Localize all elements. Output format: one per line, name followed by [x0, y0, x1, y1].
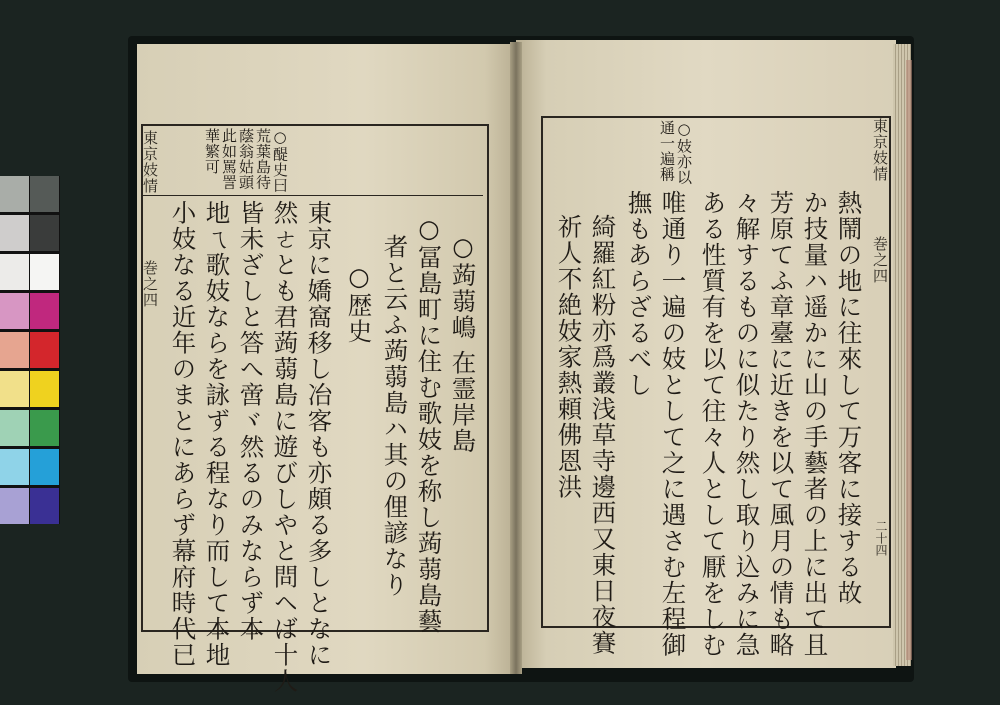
left-note-line: 蔭翁姑頭: [237, 128, 255, 190]
book-gutter: [510, 42, 522, 674]
right-text-column: 撫もあらざるべし: [624, 190, 654, 398]
left-text-column: 者と云ふ蒟蒻島ハ其の俚諺なり: [380, 234, 410, 598]
left-running-title: 東京妓情: [141, 130, 159, 194]
right-text-column: 綺羅紅粉亦爲叢浅草寺邊西又東日夜賽: [588, 214, 618, 656]
left-note-line: 華繁可: [203, 128, 221, 175]
right-running-title: 東京妓情: [871, 118, 889, 182]
right-volume-label: 巻之四: [871, 236, 889, 284]
left-text-column: 地ㄟ歌妓ならを詠ずる程なり而して本地: [202, 200, 232, 668]
page-number: 二十四: [874, 520, 888, 556]
page-edge-tint: [906, 60, 912, 660]
left-text-column: 然ㄜとも君蒟蒻島に遊びしやと問ヘば十人: [270, 200, 300, 694]
left-note-line: 荒葉島待: [254, 128, 272, 190]
left-text-column: 小妓なる近年のまとにあらず幕府時代已: [168, 200, 198, 668]
left-note-line: 此如罵詈: [220, 128, 238, 190]
right-text-column: 芳原てふ章臺に近きを以て風月の情も略: [766, 190, 796, 658]
right-text-column: 祈人不絶妓家熱頼佛恩洪: [554, 214, 584, 500]
left-text-column: ○蒟蒻嶋 在霊岸島: [448, 232, 478, 454]
left-text-column: 皆未ざしと答へ啻ヾ然るのみならず本: [236, 200, 266, 642]
right-note-line: ○妓亦以: [675, 120, 693, 185]
right-text-column: 唯通り一遍の妓として之に遇さむ左程御: [658, 190, 688, 658]
left-text-column: ○歴史: [344, 262, 374, 345]
right-text-column: か技量ハ遥かに山の手藝者の上に出て且: [800, 190, 830, 658]
left-note-divider: [143, 195, 483, 196]
right-text-column: 熱鬧の地に往來して万客に接する故: [834, 190, 864, 606]
color-checker: [0, 176, 60, 524]
left-text-column: ○冨島町に住む歌妓を称し蒟蒻島藝: [414, 214, 444, 635]
right-text-column: 々解するものに似たり然し取り込みに急: [732, 190, 762, 658]
left-text-column: 東京に嬌窩移し冶客も亦頗る多しとなに: [304, 200, 334, 668]
left-note-line: ○醍史曰: [271, 128, 289, 193]
right-text-column: ある性質有を以て往々人として厭をしむ: [698, 190, 728, 658]
left-volume-label: 巻之四: [141, 260, 159, 308]
right-note-line: 通一遍稱: [658, 120, 676, 182]
